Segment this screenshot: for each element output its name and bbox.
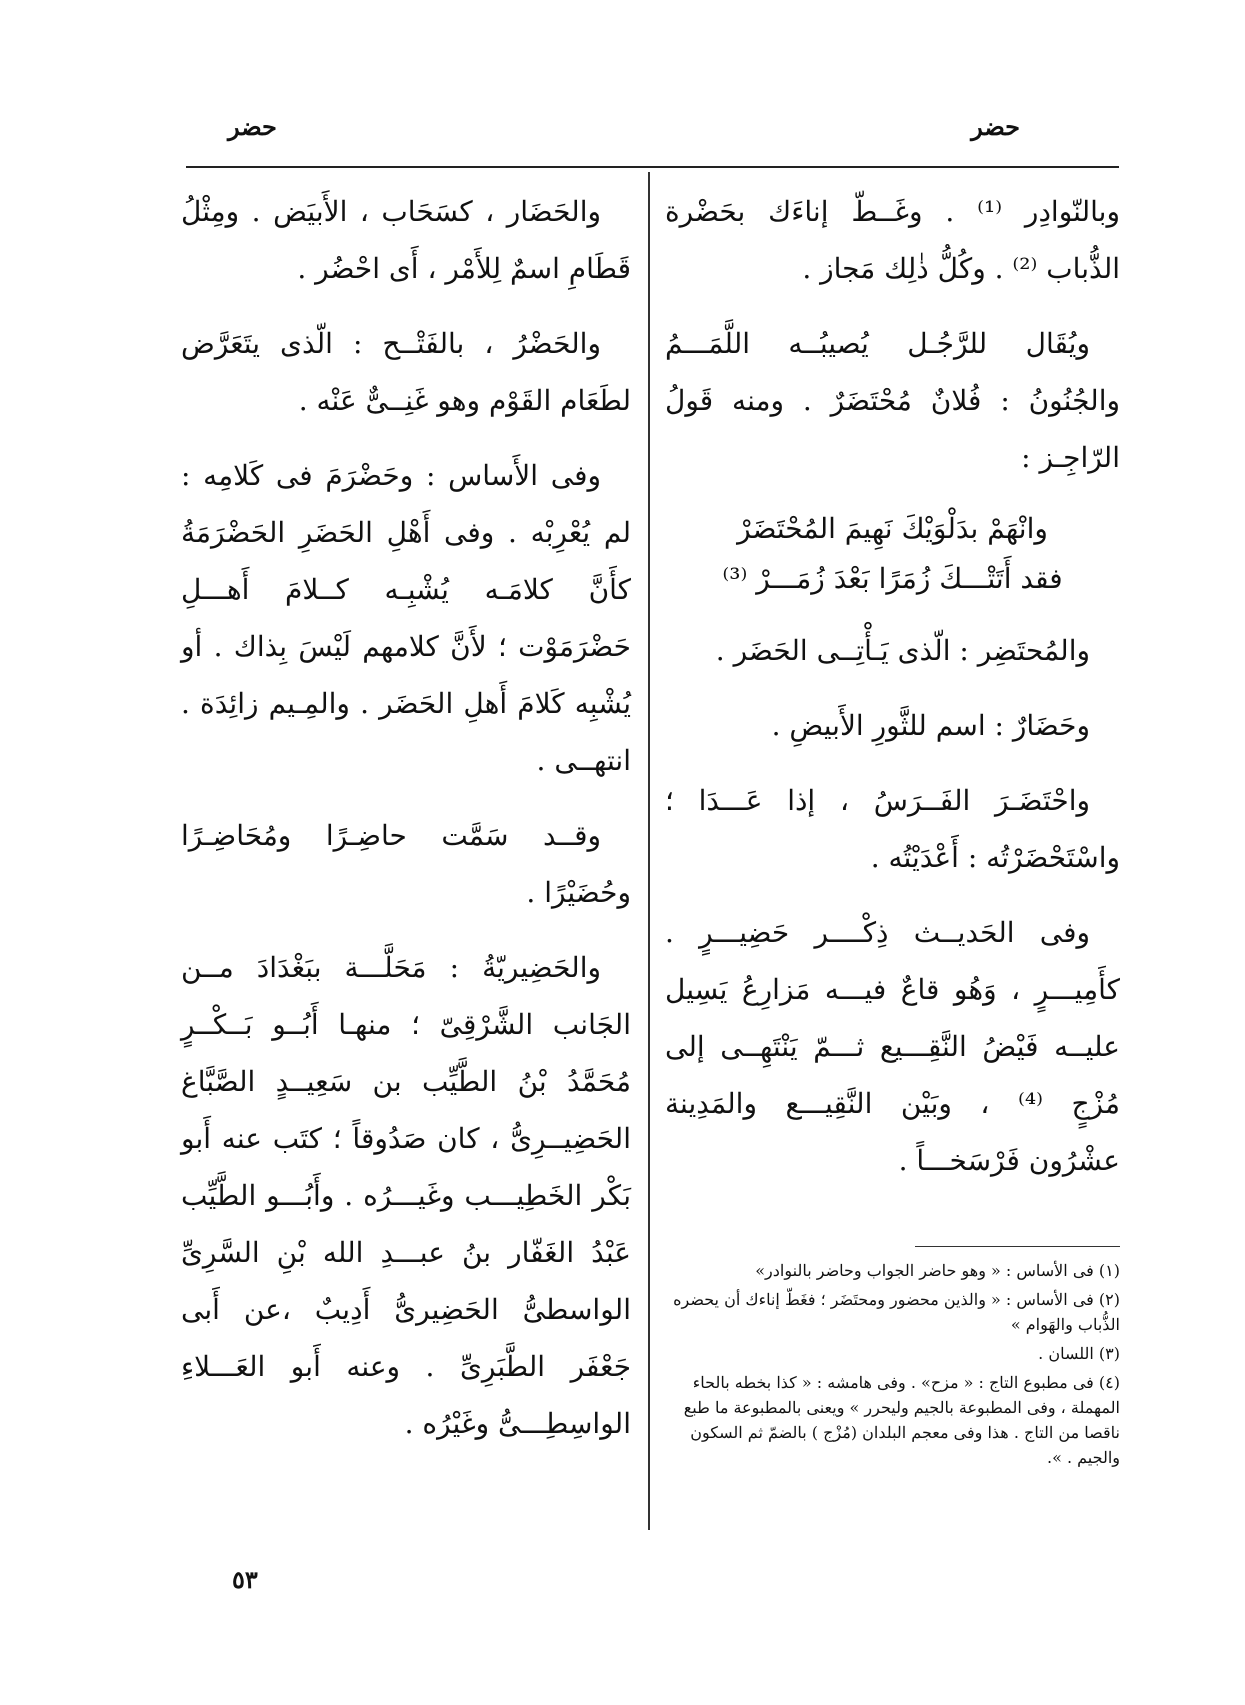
footnotes [665,1258,1120,1474]
paragraph: وحَضَارٌ : اسم للثَّورِ الأَبيضِ . [771,709,1090,742]
paragraph: ويُقَال للرَّجُـل يُصيبُــه اللَّمَـــمُ والجُنُونُ : فُلانٌ مُحْتَضَرٌ . ومنه قَولُ الرّاجِـز : [665,327,1120,474]
paragraph: والحَضِيريّةُ : مَحَلَّـــة ببَغْدَادَ مــن الجَانب الشَّرْقِىّ ؛ منهـا أَبُــو بَــكْــرٍ مُحَمَّدُ بْنُ الطَّيِّب بن سَعِيــدٍ الصَّبَّاغ الحَضِيــرِىُّ ، كان صَدُوقاً ؛ كتَب عنه أَبو بَكْر الخَطِيـــب وغَيـــرُه . وأَبُـــو الطَّيِّب عَبْدُ الغَفّار بنُ عبـــدِ الله بْنِ السَّرِىِّ الواسطىُّ الحَضِيرىُّ أَدِيبٌ ،عن أَبى جَعْفَر الطَّبَرِىِّ . وعنه أَبو العَـــلاءِ الواسِطِـــىُّ وغَيْرُه . [181,951,631,1440]
paragraph: وفى الحَديــث ذِكْــــر حَضِيـــرٍ . كأَمِيـــرٍ ، وَهُو قاعٌ فيـــه مَزارِعُ يَسِيل عليــه فَيْضُ النَّقِـــيع ثـــمّ يَنْتَهِــى إلى مُزْجٍ ⁽⁴⁾ ، وبَيْن النَّقِيـــع والمَدِينة عشْرُون فَرْسَخـــاً . [665,916,1120,1177]
paragraph: والحَضْرُ ، بالفَتْــح : الّذى يتَعَرَّض لطَعَام القَوْم وهو غَنِــىٌّ عَنْه . [181,327,631,417]
page-number: ٥٣ [232,1565,258,1594]
paragraph: والمُحتَضِر : الّذى يَـأْتِــى الحَضَر . [715,634,1090,667]
verse [665,504,1120,604]
paragraph: والحَضَار ، كسَحَاب ، الأَبيَض . ومِثْلُ قَطَامِ اسمٌ لِلأَمْر ، أَى احْضُر . [181,195,631,285]
footnote: (٢) فى الأساس : « والذين محضور ومحتَضَر ؛ فغَطّ إناءك أن يحضره الذُّباب والهَوام » [673,1290,1120,1334]
paragraph: واحْتَضَـرَ الفَــرَسُ ، إذا عَـــدَا ؛ واسْتَحْضَرْتُه : أَعْدَيْتُه . [665,784,1120,874]
right-column [665,183,1120,1207]
verse-line: وانْهَمْ بدَلْوَيْكَ نَهِيمَ المُحْتَضَرْ [737,512,1048,545]
paragraph: وبالنّوادِر ⁽¹⁾ . وغَــطّ إناءَك بحَضْرة الذُّباب ⁽²⁾ . وكُلُّ ذٰلِك مَجاز . [665,195,1120,285]
header-left-word: حضر [228,112,277,141]
left-column [181,183,631,1470]
footnote-rule [915,1246,1120,1247]
footnote: (٣) اللسان . [1038,1344,1120,1363]
paragraph: وفى الأَساس : وحَضْرَمَ فى كَلامِه : لم يُعْرِبْه . وفى أَهْلِ الحَضَرِ الحَضْرَمَةُ كأَنَّ كلامَـه يُشْبِـه كــلامَ أَهـــلِ حَضْرَمَوْت ؛ لأَنَّ كلامهم لَيْسَ بِذاك . أو يُشْبِه كَلامَ أَهلِ الحَضَر . والمِـيم زائِدَة . انتهــى . [181,459,631,777]
column-divider [648,172,650,1530]
footnote: (١) فى الأساس : « وهو حاضر الجواب وحاضر بالنوادر» [755,1261,1120,1280]
header-rule [186,166,1119,168]
footnote: (٤) فى مطبوع التاج : « مزح» . وفى هامشه : « كذا بخطه بالحاء المهملة ، وفى المطبوعة بالجيم وليحرر » ويعنى بالمطبوعة ما طبع ناقصا من التاج . هذا وفى معجم البلدان (مُزْج ) بالضمّ ثم السكون والجيم . ». [683,1373,1120,1467]
header-right-word: حضر [971,112,1020,141]
verse-line: فقد أَتَتْـــكَ زُمَرًا بَعْدَ زُمَـــرْ ⁽³⁾ [722,562,1063,595]
paragraph: وقــد سَمَّت حاضِـرًا ومُحَاضِـرًا وحُضَيْرًا . [181,819,631,909]
